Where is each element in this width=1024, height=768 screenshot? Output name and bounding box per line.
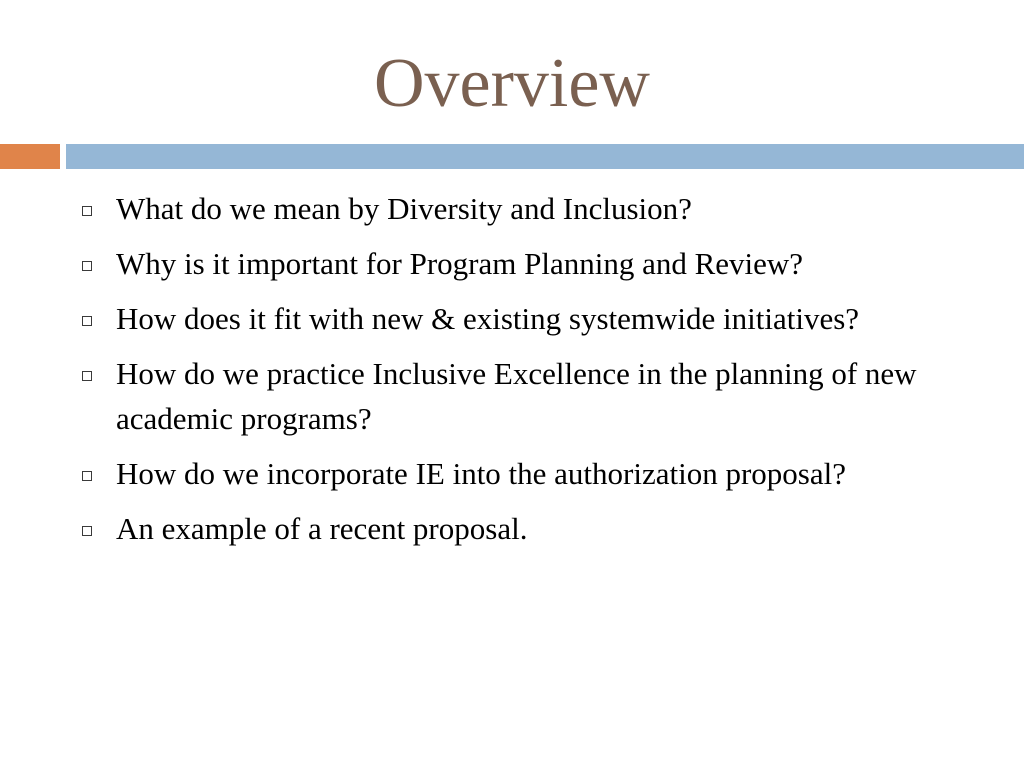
- slide-title: Overview: [373, 45, 650, 122]
- bullet-item: [0, 351, 1024, 441]
- bullet-item: [0, 506, 1024, 551]
- bullet-text: How do we practice Inclusive Excellence in the planning of new academic programs?: [116, 356, 917, 436]
- title-divider-bar: [66, 144, 1024, 169]
- title-accent-bar: [0, 144, 60, 169]
- hollow-square-bullet-icon: [82, 371, 92, 381]
- bullet-item: [0, 186, 1024, 231]
- bullet-item: [0, 296, 1024, 341]
- hollow-square-bullet-icon: [82, 316, 92, 326]
- hollow-square-bullet-icon: [82, 261, 92, 271]
- bullet-text: What do we mean by Diversity and Inclusion?: [116, 191, 692, 226]
- hollow-square-bullet-icon: [82, 471, 92, 481]
- bullet-text: Why is it important for Program Planning and Review?: [116, 246, 804, 281]
- bullet-list: [0, 186, 1024, 561]
- hollow-square-bullet-icon: [82, 206, 92, 216]
- bullet-text: How do we incorporate IE into the authorization proposal?: [116, 456, 846, 491]
- bullet-text: How does it fit with new & existing systemwide initiatives?: [116, 301, 860, 336]
- bullet-item: [0, 451, 1024, 496]
- bullet-item: [0, 241, 1024, 286]
- hollow-square-bullet-icon: [82, 526, 92, 536]
- bullet-text: An example of a recent proposal.: [116, 511, 528, 546]
